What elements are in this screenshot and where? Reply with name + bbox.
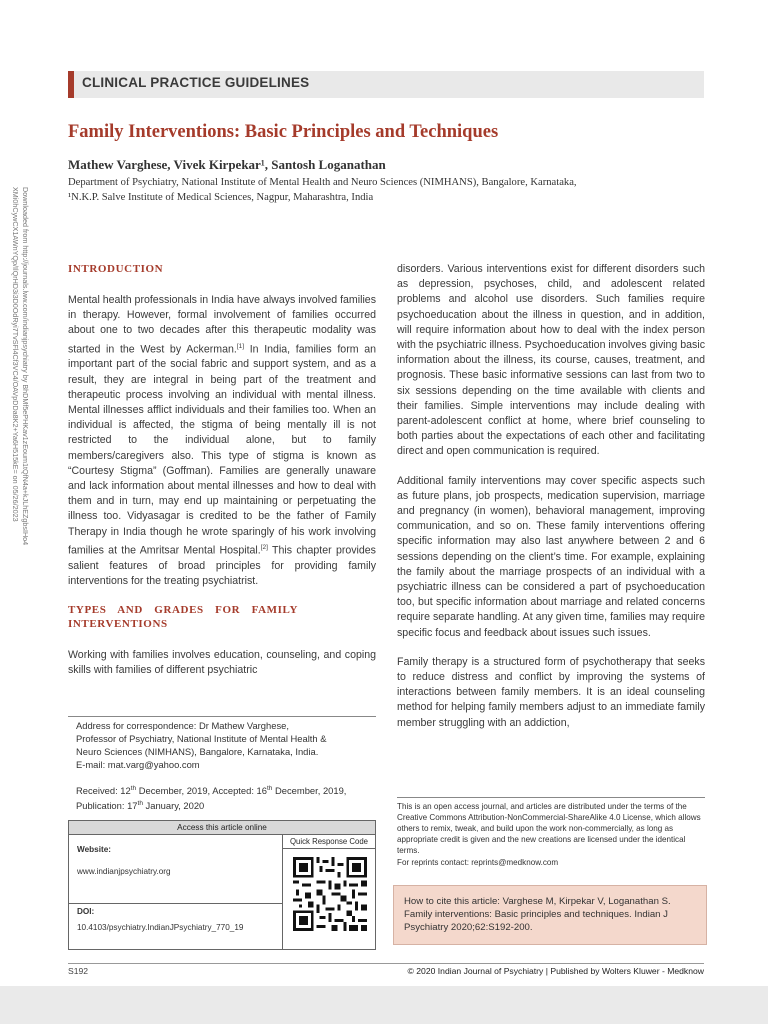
left-column: [68, 262, 376, 692]
publication-rest: January, 2020: [142, 800, 205, 812]
article-dates: [76, 782, 376, 812]
doi-link[interactable]: 10.4103/psychiatry.IndianJPsychiatry_770_19: [77, 923, 244, 932]
reference-link-1[interactable]: [1]: [236, 342, 245, 350]
publication-sup: th: [137, 800, 143, 808]
qr-code-icon[interactable]: [293, 857, 367, 931]
qr-panel: [283, 835, 375, 949]
article-title: Family Interventions: Basic Principles and Techniques: [68, 122, 499, 142]
viewer-bottom-margin: [0, 986, 768, 1024]
right-paragraph-3: Family therapy is a structured form of psychotherapy that seeks to reduce distress and conflict by improving the systems of interactions between family members. It is an ideal counseling method for helping family members adjust to an immediate family member struggling with an addiction,: [397, 655, 705, 729]
affiliation-line-1: Department of Psychiatry, National Institute of Mental Health and Neuro Sciences (NIMHANS), Bangalore, Karnataka,: [68, 177, 577, 188]
intro-text-part-2: In India, families form an important part of the social fabric and support system, and as a result, they are integral in being part of the treatment and therapeutic process involving an individual with mental illness. Mental illnesses afflict individuals and their families too. When an individual is affected, the stigma of being mentally ill is not restricted to the individual alone, but to family members/caregivers also. This type of stigma is known as “Courtesy Stigma” (Goffman). Families are generally unaware and lack information about mental illnesses and how to deal with them and in turn, may end up maintaining or perpetuating the illness too. Vidyasagar is credited to be the father of Family Therapy in India though he wrote sparingly of his work involving families at the Amritsar Mental Hospital.: [68, 343, 376, 557]
journal-footer: © 2020 Indian Journal of Psychiatry | Published by Wolters Kluwer - Medknow: [407, 966, 704, 976]
website-link[interactable]: www.indianjpsychiatry.org: [77, 867, 171, 876]
correspondence-email[interactable]: E-mail: mat.varg@yahoo.com: [76, 759, 200, 770]
correspondence-line-1: Address for correspondence: Dr Mathew Varghese,: [76, 720, 289, 731]
types-paragraph: Working with families involves education, counseling, and coping skills with families of different psychiatric: [68, 648, 376, 677]
right-column: [397, 262, 705, 745]
download-watermark: [6, 187, 40, 657]
publication-line: [76, 797, 376, 812]
access-box-title: Access this article online: [69, 821, 375, 835]
reprints-contact[interactable]: For reprints contact: reprints@medknow.com: [397, 858, 559, 867]
qr-label: Quick Response Code: [283, 835, 375, 849]
download-watermark-line-2: XMi0hCywCX1AWnYQp/IlQrHD3i3D0OdRyi7TvSFl4Cf3VC4/OAVpDDa8K2+Ya6H515kE= on 05/26/2023: [11, 187, 21, 522]
received-sup: th: [130, 785, 137, 792]
publication-label: Publication: 17: [76, 800, 138, 812]
received-rest: December, 2019, Accepted: 16: [136, 785, 267, 797]
open-access-license: This is an open access journal, and articles are distributed under the terms of the Creative Commons Attribution-NonCommercial-ShareAlike 4.0 License, which allows others to remix, tweak, and build upon the work non-commercially, as long as appropriate credit is given and the new creations are licensed under the identical terms.: [397, 797, 705, 856]
section-banner: [68, 71, 704, 98]
accepted-rest: December, 2019,: [272, 785, 347, 797]
access-divider: [69, 903, 283, 904]
received-accepted-line: [76, 782, 376, 797]
banner-label: CLINICAL PRACTICE GUIDELINES: [82, 75, 310, 90]
accepted-sup: th: [266, 785, 273, 792]
doi-label: DOI:: [77, 907, 95, 916]
right-paragraph-1: disorders. Various interventions exist for different disorders such as depression, psychoses, child, and adolescent related problems and alcohol use disorders. Such families require psychoeducation about the illness in question, and in addition, will require information about how to deal with the index person with the psychiatric illness. Psychoeducation involves giving basic information about the illness, its course, causes, treatment, and prognosis. These basic informative sessions can last from two to six sessions depending on the time available with clients and their families. Simple interventions may include dealing with parent-adolescent conflict at home, where brief counseling to both parties about the expectations of each other and facilitating direct and open communication is required.: [397, 263, 705, 458]
citation-box: How to cite this article: Varghese M, Kirpekar V, Loganathan S. Family interventions: Basic principles and techniques. Indian J Psychiatry 2020;62:S192-200.: [393, 885, 707, 945]
reference-link-2[interactable]: [2]: [260, 543, 268, 551]
types-heading: TYPES AND GRADES FOR FAMILY INTERVENTIONS: [68, 603, 298, 630]
download-watermark-line-1: Downloaded from http://journals.lww.com/indianjpsychiatry by BhDMf5ePHKav1zEoum1tQfN4a+kJLhEZgbsIHo4: [21, 187, 31, 546]
affiliation-line-2: ¹N.K.P. Salve Institute of Medical Sciences, Nagpur, Maharashtra, India: [68, 192, 374, 203]
footer-divider: [68, 963, 704, 964]
correspondence-line-2: Professor of Psychiatry, National Institute of Mental Health &: [76, 733, 327, 744]
access-links-panel: [69, 835, 283, 949]
article-authors: Mathew Varghese, Vivek Kirpekar¹, Santosh Loganathan: [68, 157, 386, 172]
page-number: S192: [68, 966, 89, 976]
introduction-heading: INTRODUCTION: [68, 263, 164, 275]
intro-text-part-1: Mental health professionals in India have always involved families in therapy. However, formal involvement of families occurred about one to two decades after this therapeutic modality was started in the West by Ackerman.: [68, 294, 376, 356]
access-online-box: [68, 820, 376, 950]
intro-text-part-3: This chapter provides salient features of broad principles for providing family interventions for the treating psychiatrist.: [68, 544, 376, 587]
received-label: Received: 12: [76, 785, 131, 797]
introduction-paragraph: [68, 293, 376, 589]
correspondence-block: [68, 716, 376, 771]
website-label: Website:: [77, 845, 111, 854]
correspondence-line-3: Neuro Sciences (NIMHANS), Bangalore, Karnataka, India.: [76, 746, 319, 757]
right-paragraph-2: Additional family interventions may cover specific aspects such as future plans, job prospects, medication supervision, marriage and pregnancy (in women), behavioral management, improving communication, and so on. These family interventions offering specific information may also last anywhere between 2 and 6 sessions depending on the client’s time. For example, explaining the family about the marriage prospects of an individual with a psychiatric illness can be considered a part of psychoeducation too, but specific information about marriage and related concerns require separate handling. At any given time, families may require specific focus and feedback about issues such issues.: [397, 474, 705, 639]
